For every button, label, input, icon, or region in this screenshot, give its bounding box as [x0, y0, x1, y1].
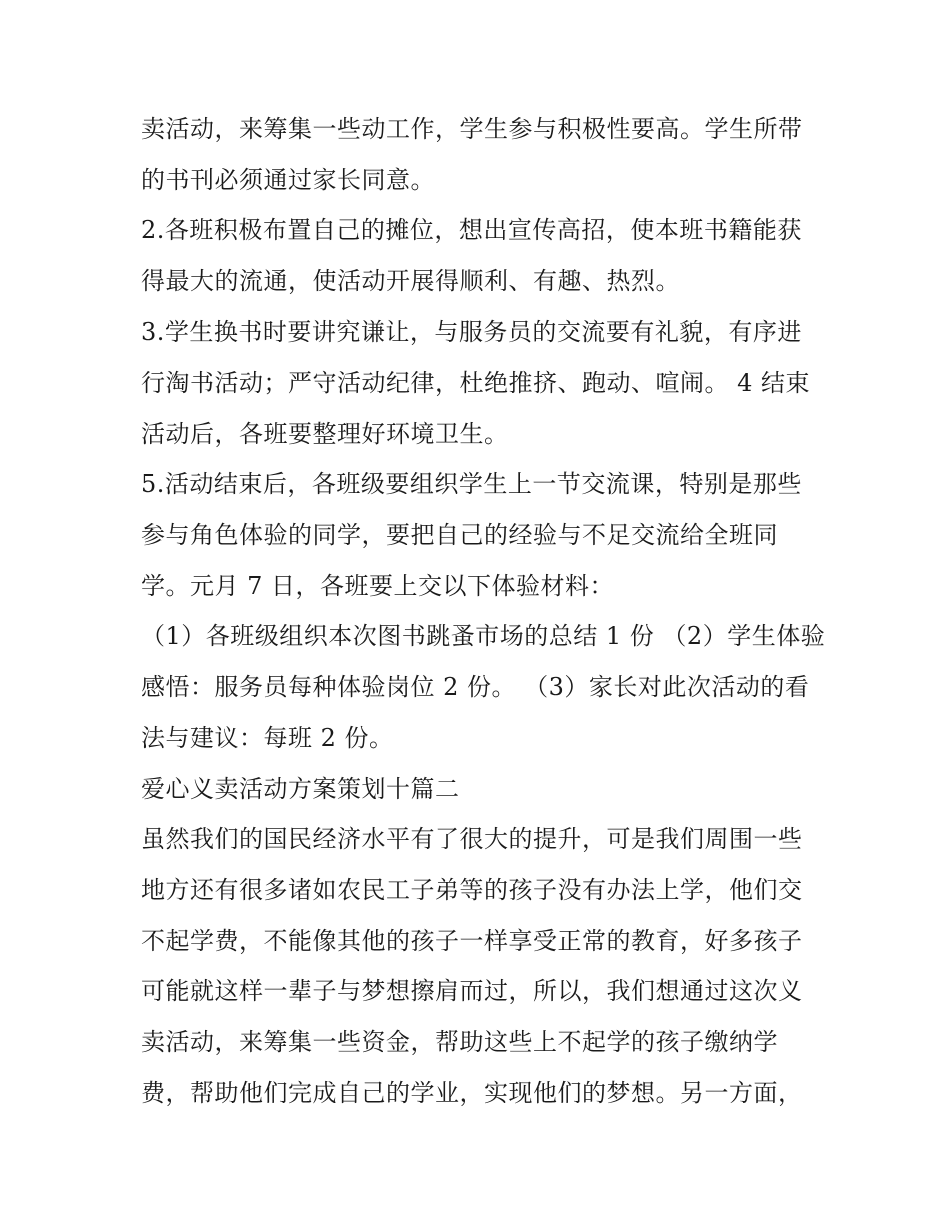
text-line-16: 地方还有很多诸如农民工子弟等的孩子没有办法上学，他们交: [141, 876, 803, 904]
text-line-1: 卖活动，来筹集一些动工作，学生参与积极性要高。学生所带: [141, 115, 803, 143]
text-line-9: 参与角色体验的同学，要把自己的经验与不足交流给全班同: [141, 521, 778, 549]
text-line-8: 5.活动结束后，各班级要组织学生上一节交流课，特别是那些: [141, 470, 802, 498]
text-line-13: 法与建议：每班 2 份。: [141, 724, 394, 752]
text-line-10: 学。元月 7 日，各班要上交以下体验材料：: [141, 572, 615, 600]
section-heading: 爱心义卖活动方案策划十篇二: [141, 775, 460, 803]
text-line-5: 3.学生换书时要讲究谦让，与服务员的交流要有礼貌，有序进: [141, 318, 802, 346]
text-line-19: 卖活动，来筹集一些资金，帮助这些上不起学的孩子缴纳学: [141, 1028, 778, 1056]
text-line-7: 活动后，各班要整理好环境卫生。: [141, 420, 509, 448]
text-line-11: （1）各班级组织本次图书跳蚤市场的总结 1 份 （2）学生体验: [141, 622, 826, 650]
text-line-18: 可能就这样一辈子与梦想擦肩而过，所以，我们想通过这次义: [141, 977, 803, 1005]
text-line-6: 行淘书活动；严守活动纪律，杜绝推挤、跑动、喧闹。 4 结束: [141, 369, 811, 397]
text-line-17: 不起学费，不能像其他的孩子一样享受正常的教育，好多孩子: [141, 927, 803, 955]
text-line-15: 虽然我们的国民经济水平有了很大的提升，可是我们周围一些: [141, 825, 803, 853]
text-line-20: 费，帮助他们完成自己的学业，实现他们的梦想。另一方面，: [141, 1079, 803, 1107]
text-line-3: 2.各班积极布置自己的摊位，想出宣传高招，使本班书籍能获: [141, 216, 802, 244]
text-line-2: 的书刊必须通过家长同意。: [141, 166, 435, 194]
text-line-12: 感悟：服务员每种体验岗位 2 份。 （3）家长对此次活动的看: [141, 673, 810, 701]
text-line-4: 得最大的流通，使活动开展得顺利、有趣、热烈。: [141, 267, 680, 295]
